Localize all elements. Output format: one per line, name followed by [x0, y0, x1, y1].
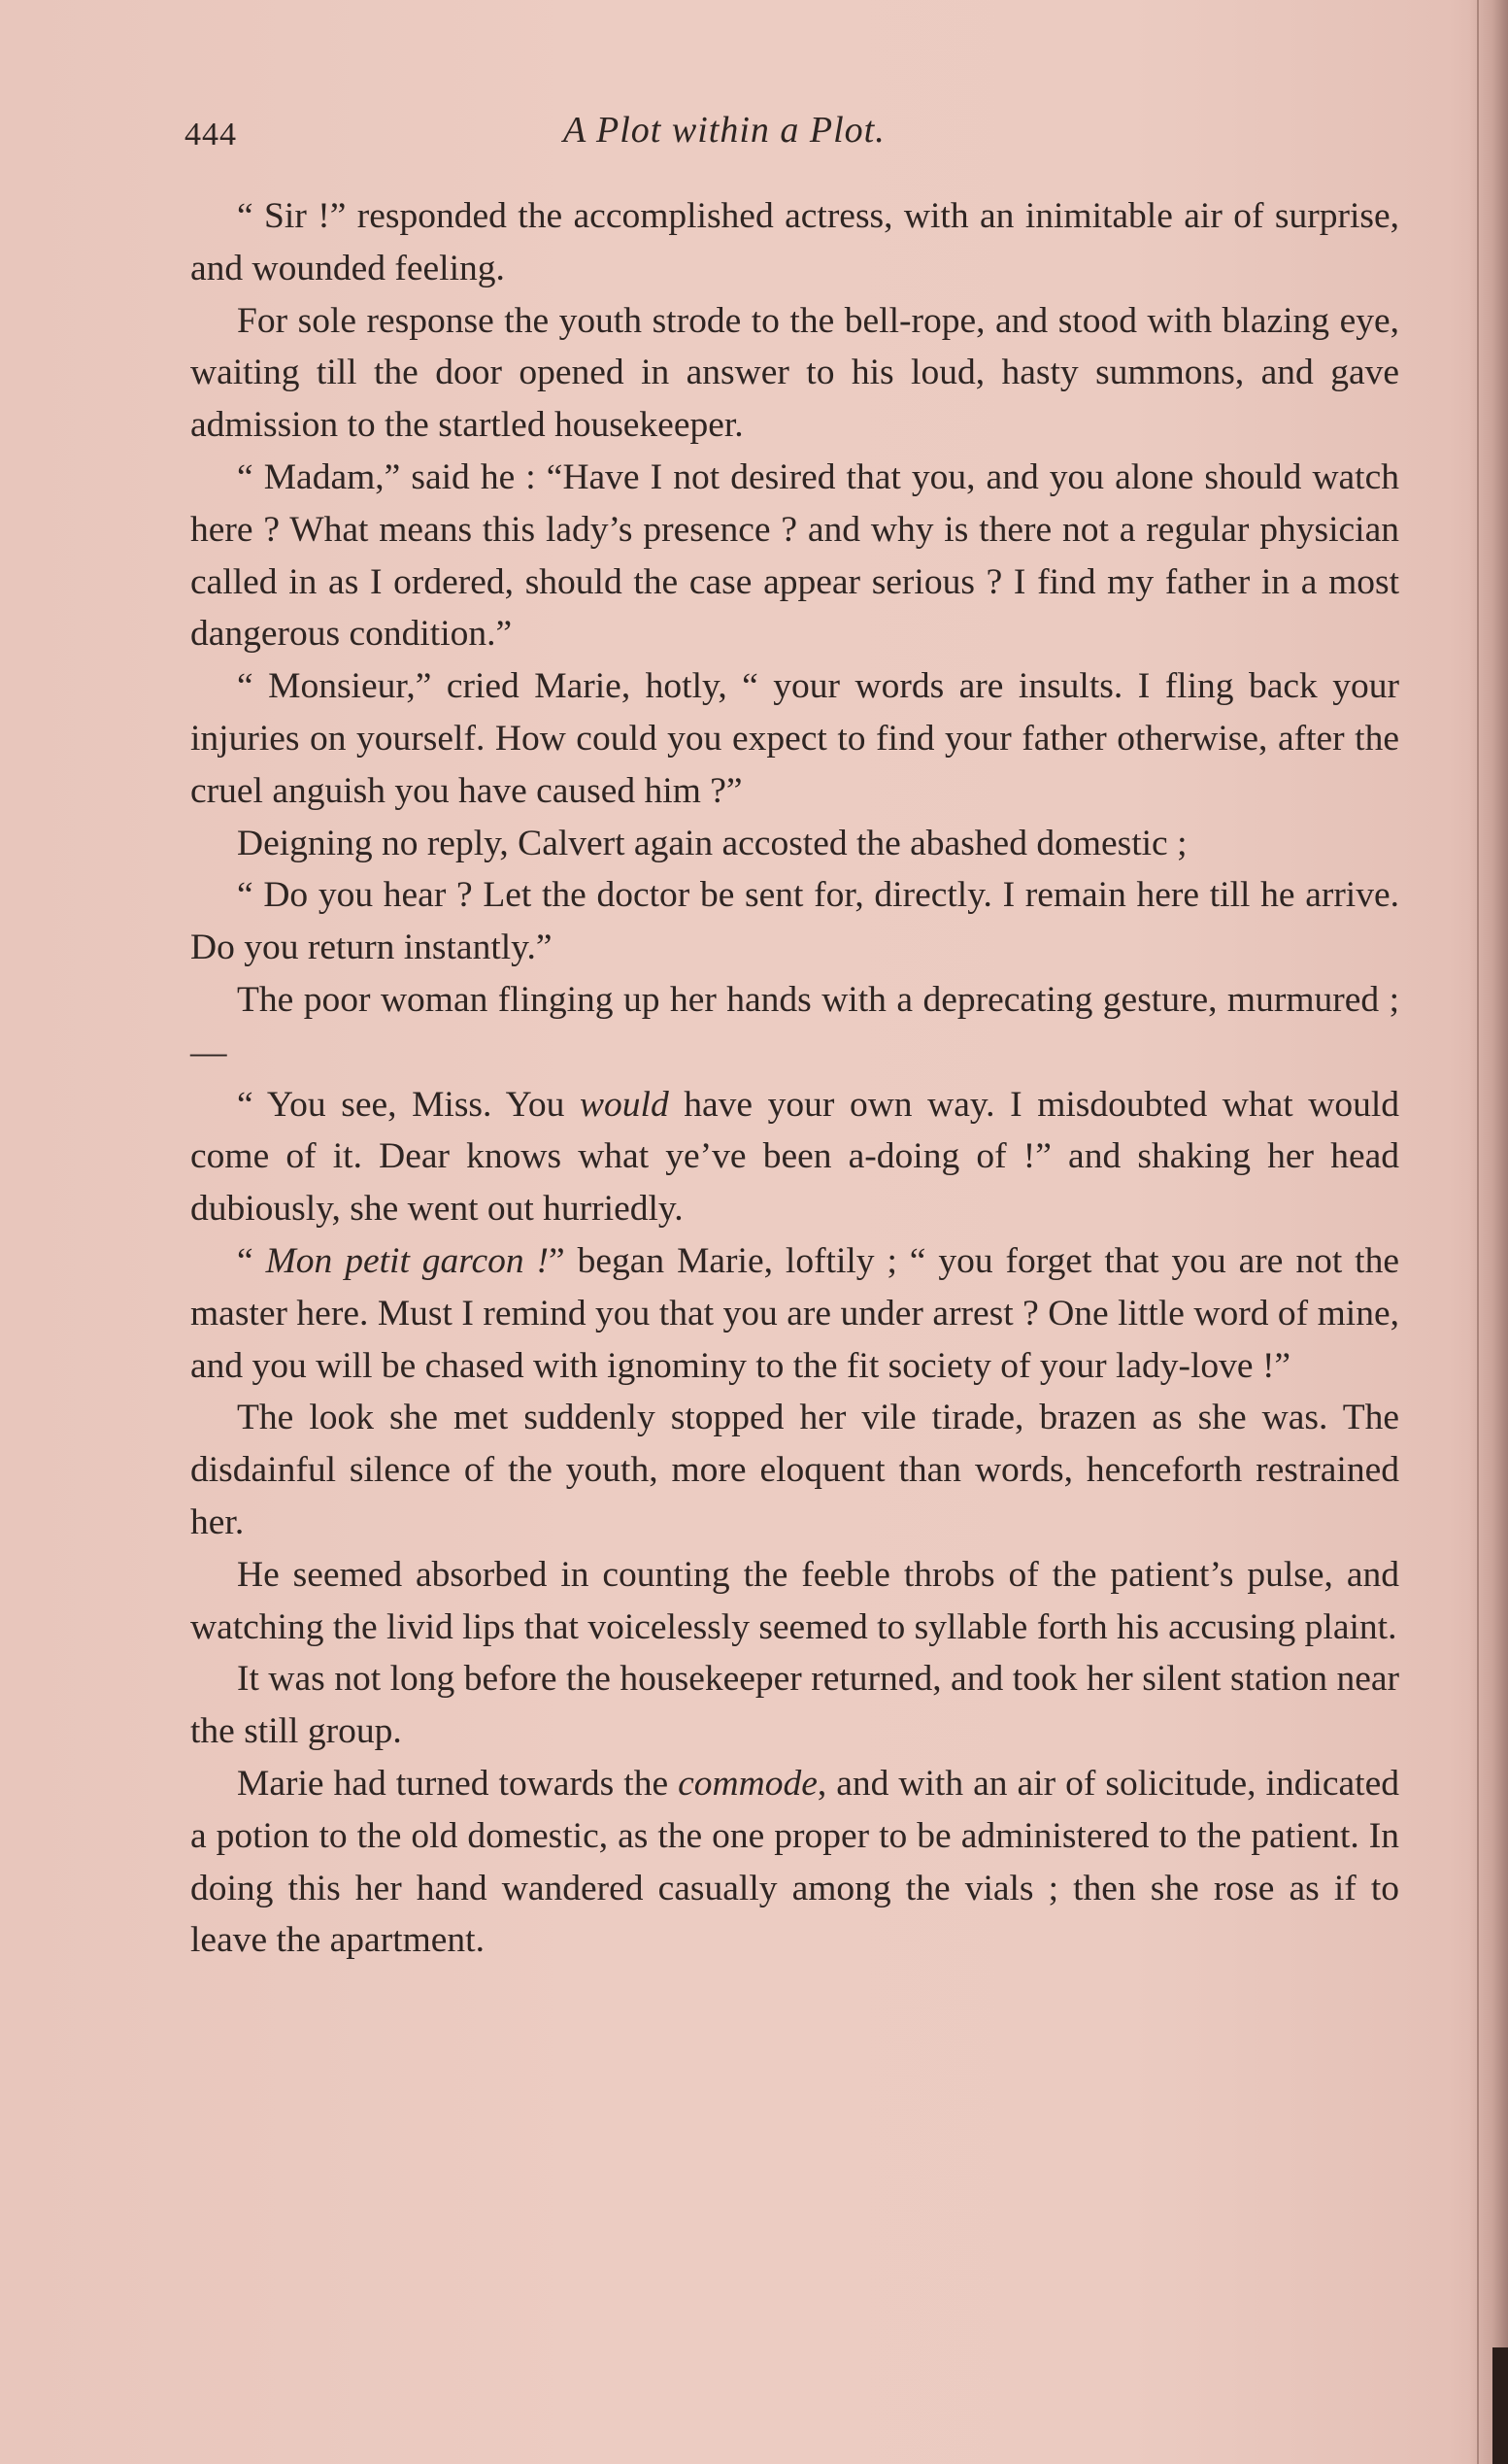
paragraph [190, 190, 1399, 295]
page-header [184, 105, 1398, 163]
paragraph-text-end: ” began Marie, loftily ; “ you forget that you are not the master here. Must I remind you that you are under arrest ? One little word of mine, and you will be chased with ignominy to the fit society of your lady-love !” [190, 1240, 1399, 1386]
paragraph-text: Deigning no reply, Calvert again accosted the abashed domestic ; [237, 823, 1188, 863]
paragraph [190, 660, 1399, 817]
paragraph-italic: Mon petit garcon ! [265, 1240, 550, 1281]
paragraph [190, 1758, 1399, 1967]
page-edge-shadow [1469, 0, 1508, 2464]
paragraph-text: “ Monsieur,” cried Marie, hotly, “ your words are insults. I fling back your injuries on yourself. How could you expect to find your father otherwise, after the cruel anguish you have caused him ?” [190, 666, 1399, 811]
page-edge-line [1477, 0, 1479, 2464]
paragraph [190, 1392, 1399, 1548]
page-number: 444 [184, 117, 237, 152]
paragraph-text-start: Marie had turned towards the [237, 1763, 679, 1804]
paragraph [190, 869, 1399, 974]
paragraph-text: “ Do you hear ? Let the doctor be sent for, directly. I remain here till he arrive. Do you return instantly.” [190, 875, 1399, 968]
paragraph-text: It was not long before the housekeeper returned, and took her silent station near the still group. [190, 1659, 1399, 1752]
paragraph [190, 452, 1399, 660]
paragraph-text: He seemed absorbed in counting the feeble throbs of the patient’s pulse, and watching the livid lips that voicelessly seemed to syllable forth his accusing plaint. [190, 1554, 1399, 1647]
paragraph-italic: commode [678, 1763, 818, 1804]
paragraph [190, 1549, 1399, 1654]
paragraph-text: “ Sir !” responded the accomplished actress, with an inimitable air of surprise, and wounded feeling. [190, 196, 1399, 288]
paragraph [190, 1235, 1399, 1392]
paragraph-text: The poor woman flinging up her hands with a deprecating gesture, murmured ;— [190, 979, 1399, 1072]
paragraph-text-start: “ [237, 1240, 266, 1281]
paragraph [190, 974, 1399, 1079]
paragraph-text: “ Madam,” said he : “Have I not desired that you, and you alone should watch here ? What means this lady’s presence ? and why is there not a regular physician called in as I ordered, should the case appear serious ? I find my father in a most dangerous condition.” [190, 456, 1399, 655]
paragraph-text: The look she met suddenly stopped her vile tirade, brazen as she was. The disdainful silence of the youth, more eloquent than words, henceforth restrained her. [190, 1398, 1399, 1542]
binding-mark [1492, 2347, 1508, 2464]
paragraph [190, 1653, 1399, 1758]
running-head: A Plot within a Plot. [563, 110, 886, 151]
paragraph-text-end: , and with an air of solicitude, indicated a potion to the old domestic, as the one proper to be administered to the patient. In doing this her hand wandered casually among the vials ; then she rose as if to leave the apartment. [190, 1763, 1399, 1961]
paragraph-italic: would [580, 1084, 669, 1125]
body-text [190, 190, 1399, 1967]
paragraph [190, 818, 1399, 870]
paragraph-text: For sole response the youth strode to the bell-rope, and stood with blazing eye, waiting till the door opened in answer to his loud, hasty summons, and gave admission to the startled housekeeper. [190, 300, 1399, 446]
paragraph-text-end: have your own way. I misdoubted what would come of it. Dear knows what ye’ve been a-doing of !” and shaking her head dubiously, she went out hurriedly. [190, 1084, 1399, 1230]
paragraph [190, 1079, 1399, 1235]
paragraph-text-start: “ You see, Miss. You [237, 1084, 581, 1125]
paragraph [190, 295, 1399, 452]
